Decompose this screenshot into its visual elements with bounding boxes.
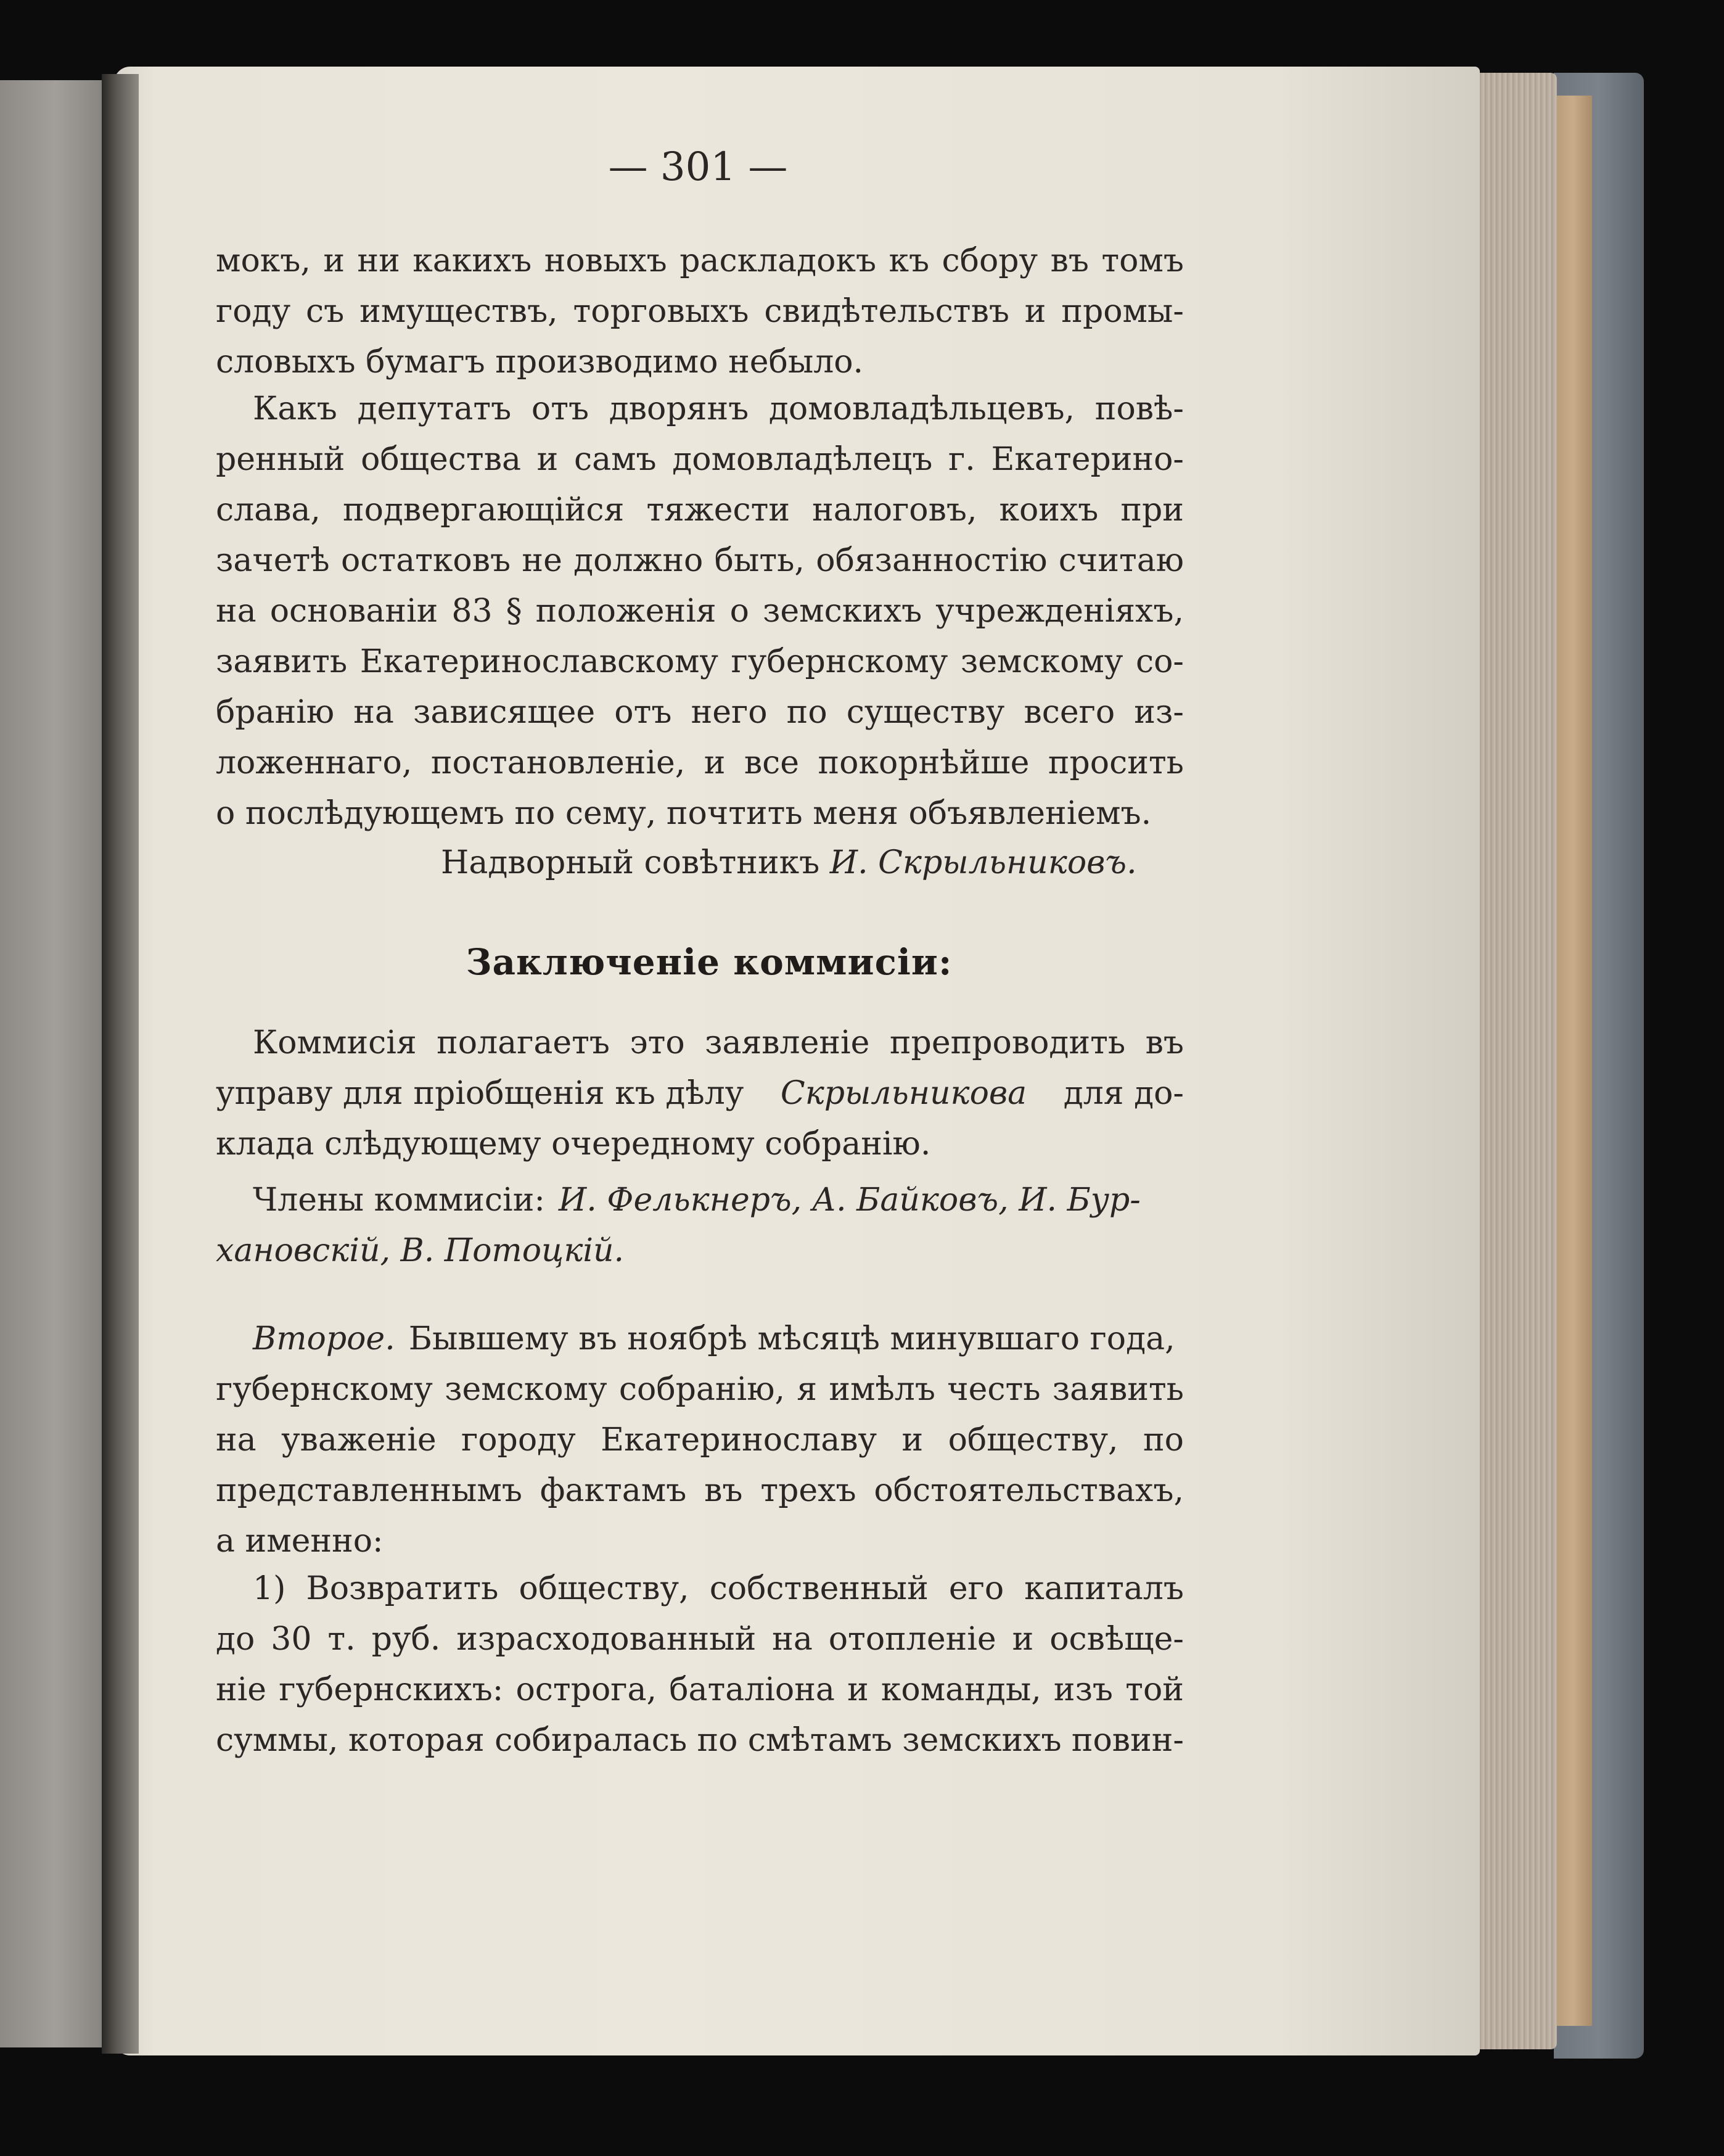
word: покорнѣйше: [818, 744, 1030, 781]
word: отъ: [614, 694, 672, 731]
word: и: [704, 744, 726, 781]
word: капиталъ: [1024, 1570, 1184, 1607]
text-line: [216, 738, 1184, 788]
word: депутатъ: [357, 390, 512, 427]
word: на: [216, 593, 257, 630]
word: съ: [306, 293, 345, 330]
word: къ: [889, 242, 930, 279]
text-line: [216, 1225, 1184, 1276]
text-line: [216, 1415, 1184, 1465]
word: земскихъ: [902, 1722, 1062, 1759]
word: это: [630, 1024, 685, 1061]
word: имуществъ,: [359, 293, 558, 330]
word: и: [1012, 1621, 1034, 1658]
text-line-text: о послѣдующемъ по сему, почтить меня объявленіемъ.: [216, 795, 1152, 832]
word: уваженіе: [281, 1422, 437, 1459]
word: городу: [461, 1422, 576, 1459]
word: быть,: [714, 542, 805, 579]
word: Возвратить: [306, 1570, 499, 1607]
signature: [441, 837, 1187, 888]
page-edges: [1471, 73, 1557, 2049]
word: по: [1143, 1422, 1184, 1459]
word: просить: [1048, 744, 1184, 781]
word: ложеннаго,: [216, 744, 413, 781]
word: налоговъ,: [812, 492, 977, 529]
word: собиралась: [495, 1722, 688, 1759]
word: по: [697, 1722, 738, 1759]
word: собранію,: [618, 1371, 786, 1408]
word: учрежденіяхъ,: [935, 593, 1184, 630]
word: и: [323, 242, 345, 279]
word: той: [1125, 1671, 1184, 1708]
word: остатковъ: [340, 542, 511, 579]
word: дворянъ: [609, 390, 749, 427]
text-fragment: для до-: [1063, 1075, 1184, 1112]
word: я: [797, 1371, 818, 1408]
word: слава,: [216, 492, 321, 529]
text-line: [216, 1364, 1184, 1415]
paragraph-2: [216, 384, 1184, 839]
text-line: [216, 1175, 1184, 1225]
word: основаніи: [269, 593, 438, 630]
word: заявить: [216, 643, 348, 680]
word: и: [847, 1671, 869, 1708]
word: положенія: [535, 593, 716, 630]
word: новыхъ: [544, 242, 667, 279]
word: отопленіе: [828, 1621, 996, 1658]
word: зачетѣ: [216, 542, 330, 579]
section-heading: Заключеніе коммисіи:: [466, 941, 953, 983]
word: Екатеринославскому: [359, 643, 719, 680]
word: постановленіе,: [430, 744, 686, 781]
text-line: [216, 535, 1184, 586]
members-paragraph: [216, 1175, 1184, 1276]
word: и: [1024, 293, 1046, 330]
word: тяжести: [646, 492, 790, 529]
text-line: [216, 1068, 1184, 1119]
word: въ: [1050, 242, 1089, 279]
word: не: [522, 542, 562, 579]
word: представленнымъ: [216, 1472, 522, 1509]
text-fragment: управу для пріобщенія къ дѣлу: [216, 1075, 744, 1112]
word: повѣ-: [1094, 390, 1184, 427]
word: г.: [948, 441, 975, 478]
word: въ: [704, 1472, 743, 1509]
word: Екатеринославу: [601, 1422, 877, 1459]
word: до: [216, 1621, 255, 1658]
cover-inner-board: [1554, 96, 1592, 2026]
word: т.: [327, 1621, 356, 1658]
text-line: [216, 384, 1184, 434]
word: баталіона: [669, 1671, 835, 1708]
word: какихъ: [413, 242, 532, 279]
word: §: [506, 593, 522, 630]
word: ренный: [216, 441, 345, 478]
word: фактамъ: [540, 1472, 687, 1509]
word: 30: [271, 1621, 312, 1658]
word: 1): [253, 1570, 286, 1607]
word: обществу,: [519, 1570, 689, 1607]
word: освѣще-: [1049, 1621, 1184, 1658]
word: земскихъ: [762, 593, 922, 630]
signature-name: И. Скрыльниковъ.: [829, 844, 1137, 881]
text-line-text: а именно:: [216, 1523, 384, 1560]
word: смѣтамъ: [747, 1722, 892, 1759]
word: имѣлъ: [829, 1371, 935, 1408]
text-line: [216, 1516, 1184, 1566]
word: обстоятельствахъ,: [874, 1472, 1184, 1509]
word: свидѣтельствъ: [764, 293, 1009, 330]
word: существу: [846, 694, 1005, 731]
word: Екатерино-: [991, 441, 1184, 478]
members-label: Члены коммисіи:: [253, 1182, 545, 1219]
word: ни: [357, 242, 400, 279]
word: обществу,: [948, 1422, 1119, 1459]
text-line: [216, 636, 1184, 687]
word: промы-: [1061, 293, 1184, 330]
word: 83: [451, 593, 493, 630]
word: на: [772, 1621, 813, 1658]
word: бранію: [216, 694, 335, 731]
word: Какъ: [253, 390, 337, 427]
word: сбору: [942, 242, 1038, 279]
word: заявленіе: [705, 1024, 870, 1061]
text-line: [216, 788, 1184, 839]
word: препроводить: [889, 1024, 1126, 1061]
word: повин-: [1071, 1722, 1184, 1759]
gutter: [102, 74, 139, 2054]
text-line: [216, 586, 1184, 636]
signature-title: Надворный совѣтникъ: [441, 844, 820, 881]
word: по: [786, 694, 827, 731]
text-line: [216, 286, 1184, 337]
paragraph-1: [216, 236, 1184, 387]
word: со-: [1135, 643, 1184, 680]
text-line: [216, 337, 1184, 387]
word: мокъ,: [216, 242, 311, 279]
text-line: [216, 1119, 1184, 1169]
page-number: — 301 —: [608, 144, 788, 190]
word: честь: [947, 1371, 1041, 1408]
word: земскому: [445, 1371, 607, 1408]
text-line: [216, 1018, 1184, 1068]
word: губернскихъ:: [279, 1671, 504, 1708]
text-line: [216, 1664, 1184, 1715]
word: домовладѣльцевъ,: [768, 390, 1075, 427]
word: земскому: [960, 643, 1123, 680]
item-1-paragraph: [216, 1563, 1184, 1766]
word: на: [216, 1422, 257, 1459]
word: коихъ: [999, 492, 1099, 529]
word: на: [353, 694, 394, 731]
word: суммы,: [216, 1722, 339, 1759]
word: губернскому: [731, 643, 948, 680]
word: году: [216, 293, 291, 330]
text-line: [216, 236, 1184, 286]
word: все: [744, 744, 800, 781]
surname: Скрыльникова: [780, 1075, 1027, 1112]
word: из-: [1134, 694, 1184, 731]
word: торговыхъ: [573, 293, 749, 330]
word: заявить: [1052, 1371, 1184, 1408]
text-line: [216, 1715, 1184, 1766]
word: команды,: [880, 1671, 1041, 1708]
word: и: [901, 1422, 924, 1459]
word: подвергающійся: [342, 492, 625, 529]
word: обязанностію: [816, 542, 1048, 579]
word: при: [1120, 492, 1184, 529]
word: отъ: [531, 390, 589, 427]
word: которая: [348, 1722, 485, 1759]
word: руб.: [371, 1621, 441, 1658]
word: собственный: [709, 1570, 929, 1607]
second-paragraph: [216, 1314, 1184, 1566]
word: изъ: [1053, 1671, 1114, 1708]
text-line: [216, 1465, 1184, 1516]
word: самъ: [573, 441, 657, 478]
second-lead: Второе.: [253, 1320, 395, 1357]
word: трехъ: [760, 1472, 856, 1509]
text-line: [216, 687, 1184, 738]
word: зависящее: [413, 694, 596, 731]
word: губернскому: [216, 1371, 433, 1408]
members-names: И. Фелькнеръ, А. Байковъ, И. Бур-: [558, 1182, 1141, 1219]
word: о: [729, 593, 749, 630]
word: раскладокъ: [679, 242, 877, 279]
word: всего: [1024, 694, 1115, 731]
members-names: хановскій, В. Потоцкій.: [216, 1232, 625, 1269]
text-line-text: словыхъ бумагъ производимо небыло.: [216, 344, 864, 381]
word: домовладѣлецъ: [672, 441, 933, 478]
text-line: [216, 434, 1184, 485]
word: должно: [573, 542, 704, 579]
word: его: [948, 1570, 1004, 1607]
word: и: [536, 441, 559, 478]
word: Коммисія: [253, 1024, 417, 1061]
word: острога,: [515, 1671, 657, 1708]
text-line: [216, 485, 1184, 535]
word: считаю: [1058, 542, 1184, 579]
text-line: [216, 1563, 1184, 1614]
text-line: [216, 1614, 1184, 1664]
word: полагаетъ: [437, 1024, 610, 1061]
word: въ: [1145, 1024, 1184, 1061]
text-line-text: клада слѣдующему очередному собранію.: [216, 1125, 931, 1162]
text-line: [216, 1314, 1184, 1364]
word: израсходованный: [456, 1621, 757, 1658]
commission-paragraph: [216, 1018, 1184, 1169]
text-fragment: Бывшему въ ноябрѣ мѣсяцѣ минувшаго года,: [408, 1320, 1175, 1357]
word: него: [691, 694, 768, 731]
word: общества: [361, 441, 521, 478]
word: томъ: [1101, 242, 1184, 279]
word: ніе: [216, 1671, 267, 1708]
